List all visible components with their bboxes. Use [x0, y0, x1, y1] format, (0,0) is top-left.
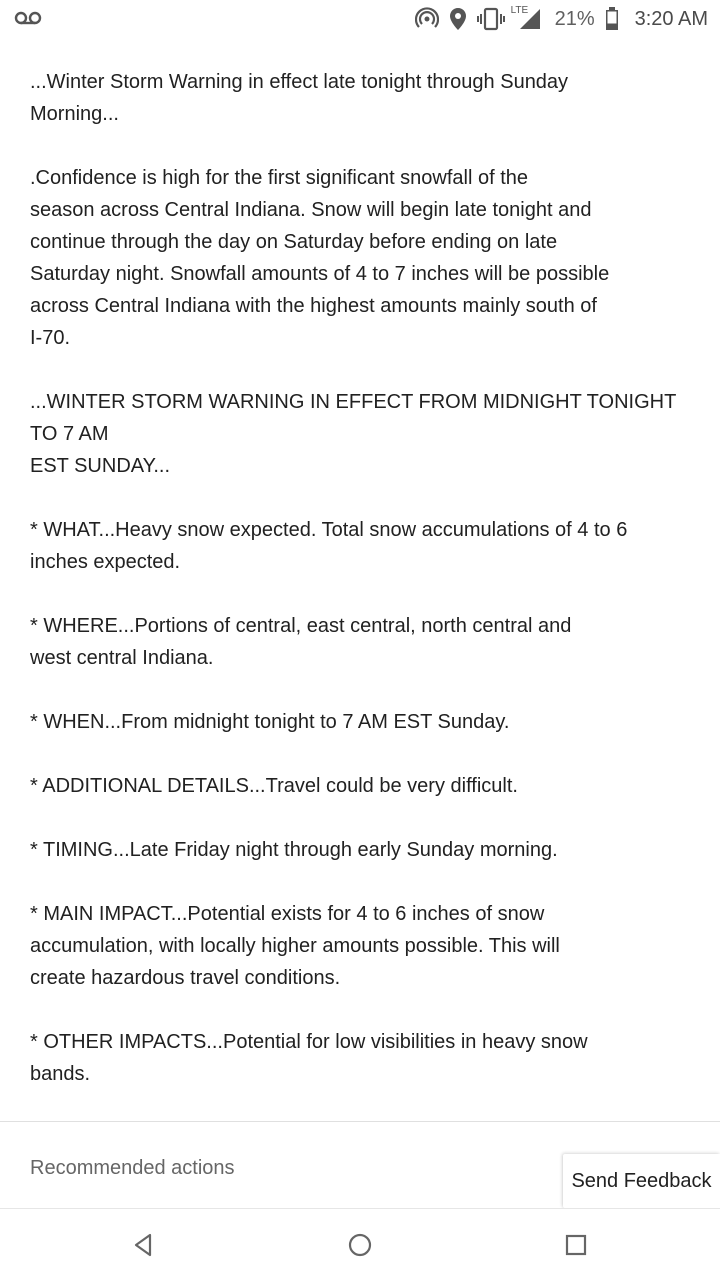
detail-main-impact: * MAIN IMPACT...Potential exists for 4 to 6 inches of snow accumulation, with locally higher amounts possible. This will create hazardous travel conditions. — [30, 903, 560, 989]
hotspot-icon — [415, 7, 439, 31]
recents-icon[interactable] — [560, 1229, 592, 1261]
alert-headline: ...Winter Storm Warning in effect late tonight through Sunday Morning... — [30, 71, 569, 125]
home-icon[interactable] — [344, 1229, 376, 1261]
detail-where: * WHERE...Portions of central, east central, north central and west central Indiana. — [30, 615, 572, 669]
navigation-bar — [0, 1208, 720, 1280]
battery-icon — [605, 7, 619, 31]
voicemail-icon — [14, 9, 42, 27]
send-feedback-button[interactable]: Send Feedback — [563, 1154, 720, 1208]
vibrate-icon — [477, 7, 505, 31]
location-icon — [449, 7, 467, 31]
alert-body — [30, 66, 680, 1122]
back-icon[interactable] — [128, 1229, 160, 1261]
detail-timing: * TIMING...Late Friday night through early Sunday morning. — [30, 839, 558, 861]
battery-percent: 21% — [554, 7, 595, 30]
detail-when: * WHEN...From midnight tonight to 7 AM EST Sunday. — [30, 711, 510, 733]
detail-what: * WHAT...Heavy snow expected. Total snow accumulations of 4 to 6 inches expected. — [30, 519, 628, 573]
detail-other-impacts: * OTHER IMPACTS...Potential for low visibilities in heavy snow bands. — [30, 1031, 588, 1085]
lte-label: LTE — [510, 5, 529, 16]
recommended-actions-heading: Recommended actions — [30, 1157, 235, 1179]
section-divider — [0, 1121, 720, 1122]
warning-header: ...WINTER STORM WARNING IN EFFECT FROM MIDNIGHT TONIGHT TO 7 AM EST SUNDAY... — [30, 391, 677, 477]
status-bar — [0, 0, 720, 38]
clock: 3:20 AM — [634, 7, 708, 30]
lte-signal-icon — [510, 5, 541, 31]
detail-additional: * ADDITIONAL DETAILS...Travel could be very difficult. — [30, 775, 518, 797]
alert-summary: .Confidence is high for the first significant snowfall of the season across Central Indiana. Snow will begin late tonight and continue through the day on Saturday before ending on late Saturday night. Snowfall amounts of 4 to 7 inches will be possible across Central Indiana with the highest amounts mainly south of I-70. — [30, 167, 610, 349]
